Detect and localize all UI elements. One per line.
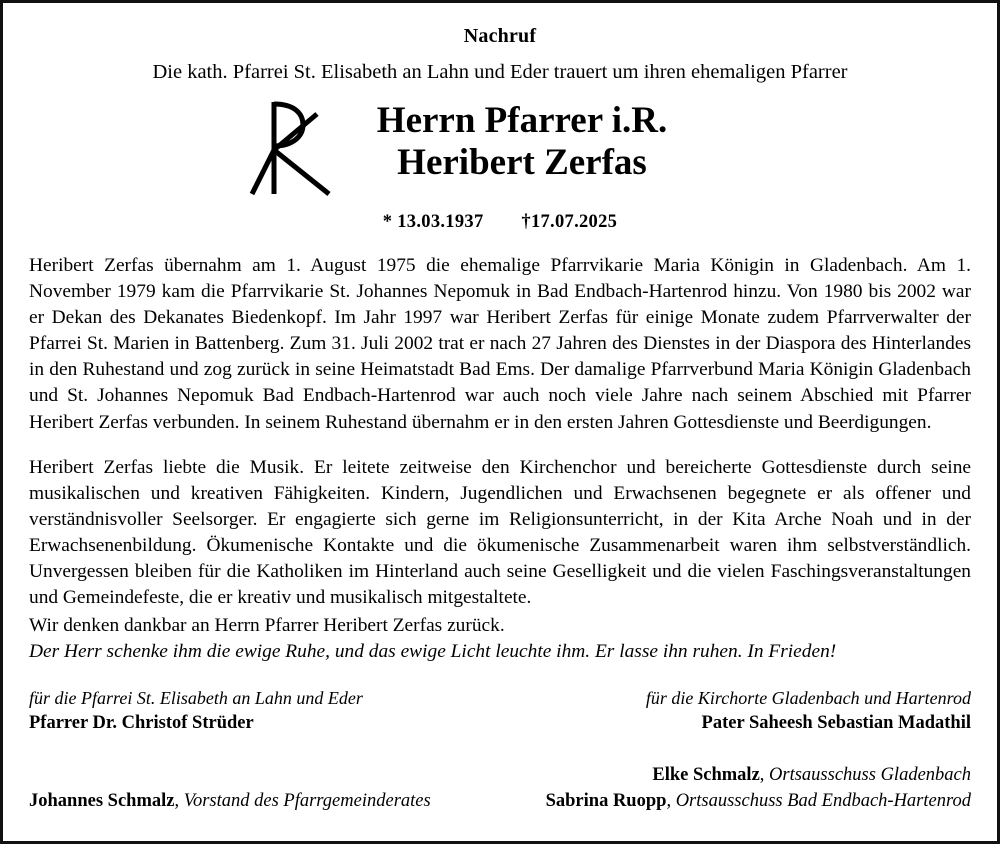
closing-line-2: Der Herr schenke ihm die ewige Ruhe, und das ewige Licht leuchte ihm. Er lasse ihn ruhen. In Frieden!: [29, 641, 837, 663]
signature-right: [646, 688, 971, 734]
name-line-2: Heribert Zerfas: [397, 141, 647, 183]
obituary-body: [29, 253, 971, 611]
name-line-1: Herrn Pfarrer i.R.: [376, 100, 668, 141]
signature-left: [29, 688, 363, 734]
comma-1: ,: [174, 790, 184, 811]
comma-2: ,: [759, 764, 770, 785]
signature-bottom-right-1-name: Elke Schmalz: [652, 764, 760, 785]
life-dates: [29, 212, 971, 233]
signature-bottom-right-2-role: Ortsausschuss Bad Endbach-Hartenrod: [675, 790, 971, 811]
chi-rho-icon: [247, 98, 339, 198]
comma-3: ,: [666, 790, 676, 811]
signature-bottom-right: [546, 760, 971, 812]
birth-date: * 13.03.1937: [382, 212, 484, 232]
signature-row-bottom: [29, 760, 971, 812]
signature-bottom-left-name: Johannes Schmalz: [29, 790, 175, 811]
signature-bottom-right-1-role: Ortsausschuss Gladenbach: [769, 764, 971, 785]
signature-bottom-right-2: [546, 791, 971, 812]
death-date: †17.07.2025: [521, 212, 618, 232]
subtitle: Die kath. Pfarrei St. Elisabeth an Lahn und Eder trauert um ihren ehemaligen Pfarrer: [152, 61, 848, 83]
name-block: [29, 98, 971, 200]
signature-bottom-left: [29, 791, 431, 812]
closing-block: [29, 613, 971, 665]
paragraph-1: Heribert Zerfas übernahm am 1. August 1975 die ehemalige Pfarrvikarie Maria Königin in Gladenbach. Am 1. November 1979 kam die Pfarrvikarie St. Johannes Nepomuk in Bad Endbach-Hartenrod hinzu. Von 1980 bis 2002 war er Dekan des Dekanates Biedenkopf. Im Jahr 1997 war Heribert Zerfas für einige Monate zudem Pfarrverwalter der Pfarrei St. Marien in Battenberg. Zum 31. Juli 2002 trat er nach 27 Jahren des Dienstes in der Diaspora des Hinterlandes in den Ruhestand und zog zurück in seine Heimatstadt Bad Ems. Der damalige Pfarrverbund Maria Königin Gladenbach und St. Johannes Nepomuk Bad Endbach-Hartenrod war auch noch viele Jahre nach seinem Abschied mit Pfarrer Heribert Zerfas verbunden. In seinem Ruhestand übernahm er in den ersten Jahren Gottesdienste und Beerdigungen.: [29, 255, 971, 433]
page-title: Nachruf: [463, 25, 537, 47]
signature-bottom-left-role: Vorstand des Pfarrgemeinderates: [183, 790, 431, 811]
deceased-names: [29, 98, 971, 184]
paragraph-2: Heribert Zerfas liebte die Musik. Er leitete zeitweise den Kirchenchor und bereicherte Gottesdienste durch seine musikalischen und kreativen Fähigkeiten. Kindern, Jugendlichen und Erwachsenen begegnete er als offener und verständnisvoller Seelsorger. Er engagierte sich gerne im Religionsunterricht, in der Kita Arche Noah und in der Erwachsenenbildung. Ökumenische Kontakte und die ökumenische Zusammenarbeit waren ihm selbstverständlich. Unvergessen bleiben für die Katholiken im Hinterland auch seine Geselligkeit und die vielen Faschingsveranstaltungen und Gemeindefeste, die er kreativ und musikalisch mitgestaltete.: [29, 456, 971, 609]
signature-left-role: für die Pfarrei St. Elisabeth an Lahn und Eder: [29, 687, 363, 708]
signature-bottom-right-1: [546, 765, 971, 786]
signature-right-name: Pater Saheesh Sebastian Madathil: [701, 712, 971, 733]
signature-row-top: [29, 688, 971, 734]
signature-block: [29, 688, 971, 812]
signature-left-name: Pfarrer Dr. Christof Strüder: [29, 712, 254, 733]
signature-bottom-right-2-name: Sabrina Ruopp: [545, 790, 667, 811]
closing-line-1: Wir denken dankbar an Herrn Pfarrer Heribert Zerfas zurück.: [29, 615, 505, 637]
signature-right-role: für die Kirchorte Gladenbach und Hartenrod: [645, 687, 971, 708]
